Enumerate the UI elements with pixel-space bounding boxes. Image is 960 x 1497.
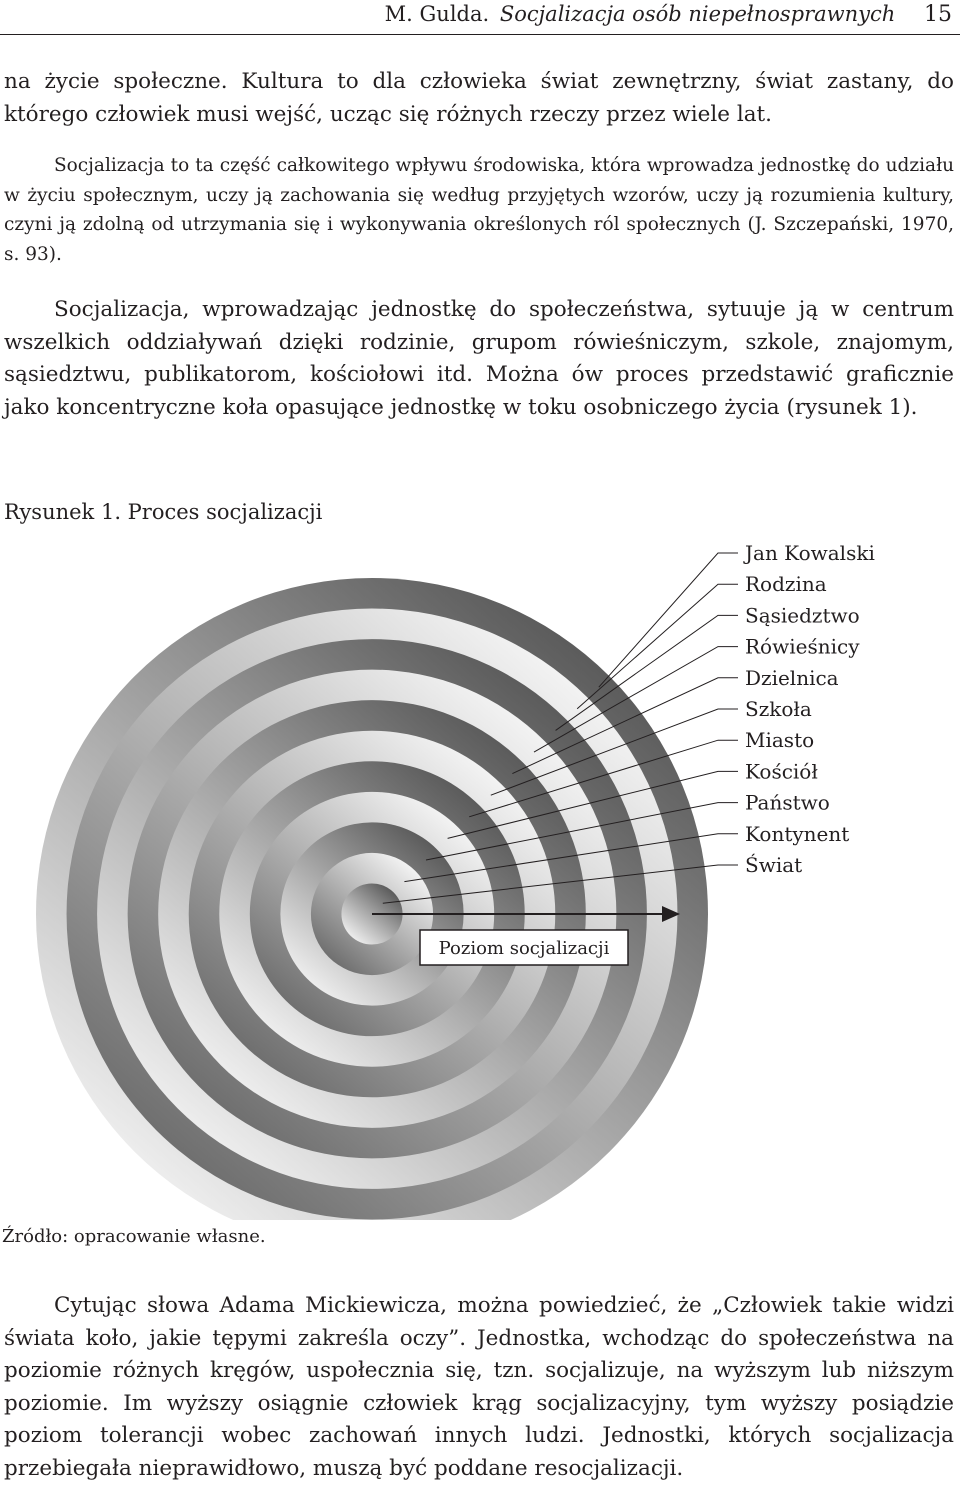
ring-label-4: Rówieśnicy	[745, 634, 860, 659]
arrow-label-box	[420, 930, 628, 965]
ring-labels	[743, 541, 875, 877]
paragraph-3: Cytując słowa Adama Mickiewicza, można powiedzieć, że „Człowiek takie widzi świata koło, jakie tępymi zakreśla oczy”. Jednostka, wchodząc do społeczeństwa na poziomie różnych kręgów, uspołecznia się, tzn. socjalizuje, na wyższym lub niższym poziomie. Im wyższy osiągnie człowiek krąg socjalizacyjny, tym wyższy posiądzie poziom tolerancji wobec zachowań innych ludzi. Jednostki, których socjalizacja przebiegała nieprawidłowo, muszą być poddane resocjalizacji.	[4, 1293, 954, 1481]
ring-label-7: Miasto	[745, 728, 815, 753]
ring-label-11: Świat	[745, 853, 803, 877]
ring-label-1: Jan Kowalski	[745, 541, 875, 565]
arrow-label: Poziom socjalizacji	[438, 938, 610, 959]
ring-label-5: Dzielnica	[745, 665, 839, 690]
ring-label-8: Kościół	[745, 759, 818, 784]
ring-label-2: Rodzina	[745, 572, 827, 597]
quote-paragraph: Socjalizacja to ta część całkowitego wpływu środowiska, która wprowadza jednostkę do udziału w życiu społecznym, uczy ją zachowania się według przyjętych wzorów, uczy ją rozumienia kultury, czyni ją zdolną od utrzymania się i wykonywania określonych ról społecznych (J. Szczepański, 1970, s. 93).	[4, 155, 954, 265]
leader-line-1	[599, 553, 738, 687]
header-title: Socjalizacja osób niepełnosprawnych	[499, 2, 896, 26]
page-header	[0, 0, 960, 36]
page-number: 15	[924, 2, 952, 27]
paragraph-1: na życie społeczne. Kultura to dla człowieka świat zewnętrzny, świat zastany, do którego człowiek musi wejść, ucząc się różnych rzeczy przez wiele lat.	[4, 69, 954, 127]
ring-label-9: Państwo	[745, 790, 830, 815]
running-head	[385, 2, 952, 27]
figure-caption: Rysunek 1. Proces socjalizacji	[4, 500, 323, 524]
header-author: M. Gulda.	[384, 2, 490, 26]
figure-source: Źródło: opracowanie własne.	[2, 1226, 266, 1247]
socialization-diagram	[0, 530, 960, 1220]
ring-label-6: Szkoła	[745, 697, 812, 721]
ring-label-10: Kontynent	[745, 821, 850, 846]
concentric-rings	[36, 578, 708, 1220]
header-rule	[0, 34, 960, 35]
paragraph-2: Socjalizacja, wprowadzając jednostkę do społeczeństwa, sytuuje ją w centrum wszelkich oddziaływań dzięki rodzinie, grupom rówieśniczym, szkole, znajomym, sąsiedztwu, publikatorom, kościołowi itd. Można ów proces przedstawić graficznie jako koncentryczne koła opasujące jednostkę w toku osobniczego życia (rysunek 1).	[4, 297, 954, 420]
ring-label-3: Sąsiedztwo	[745, 603, 860, 628]
